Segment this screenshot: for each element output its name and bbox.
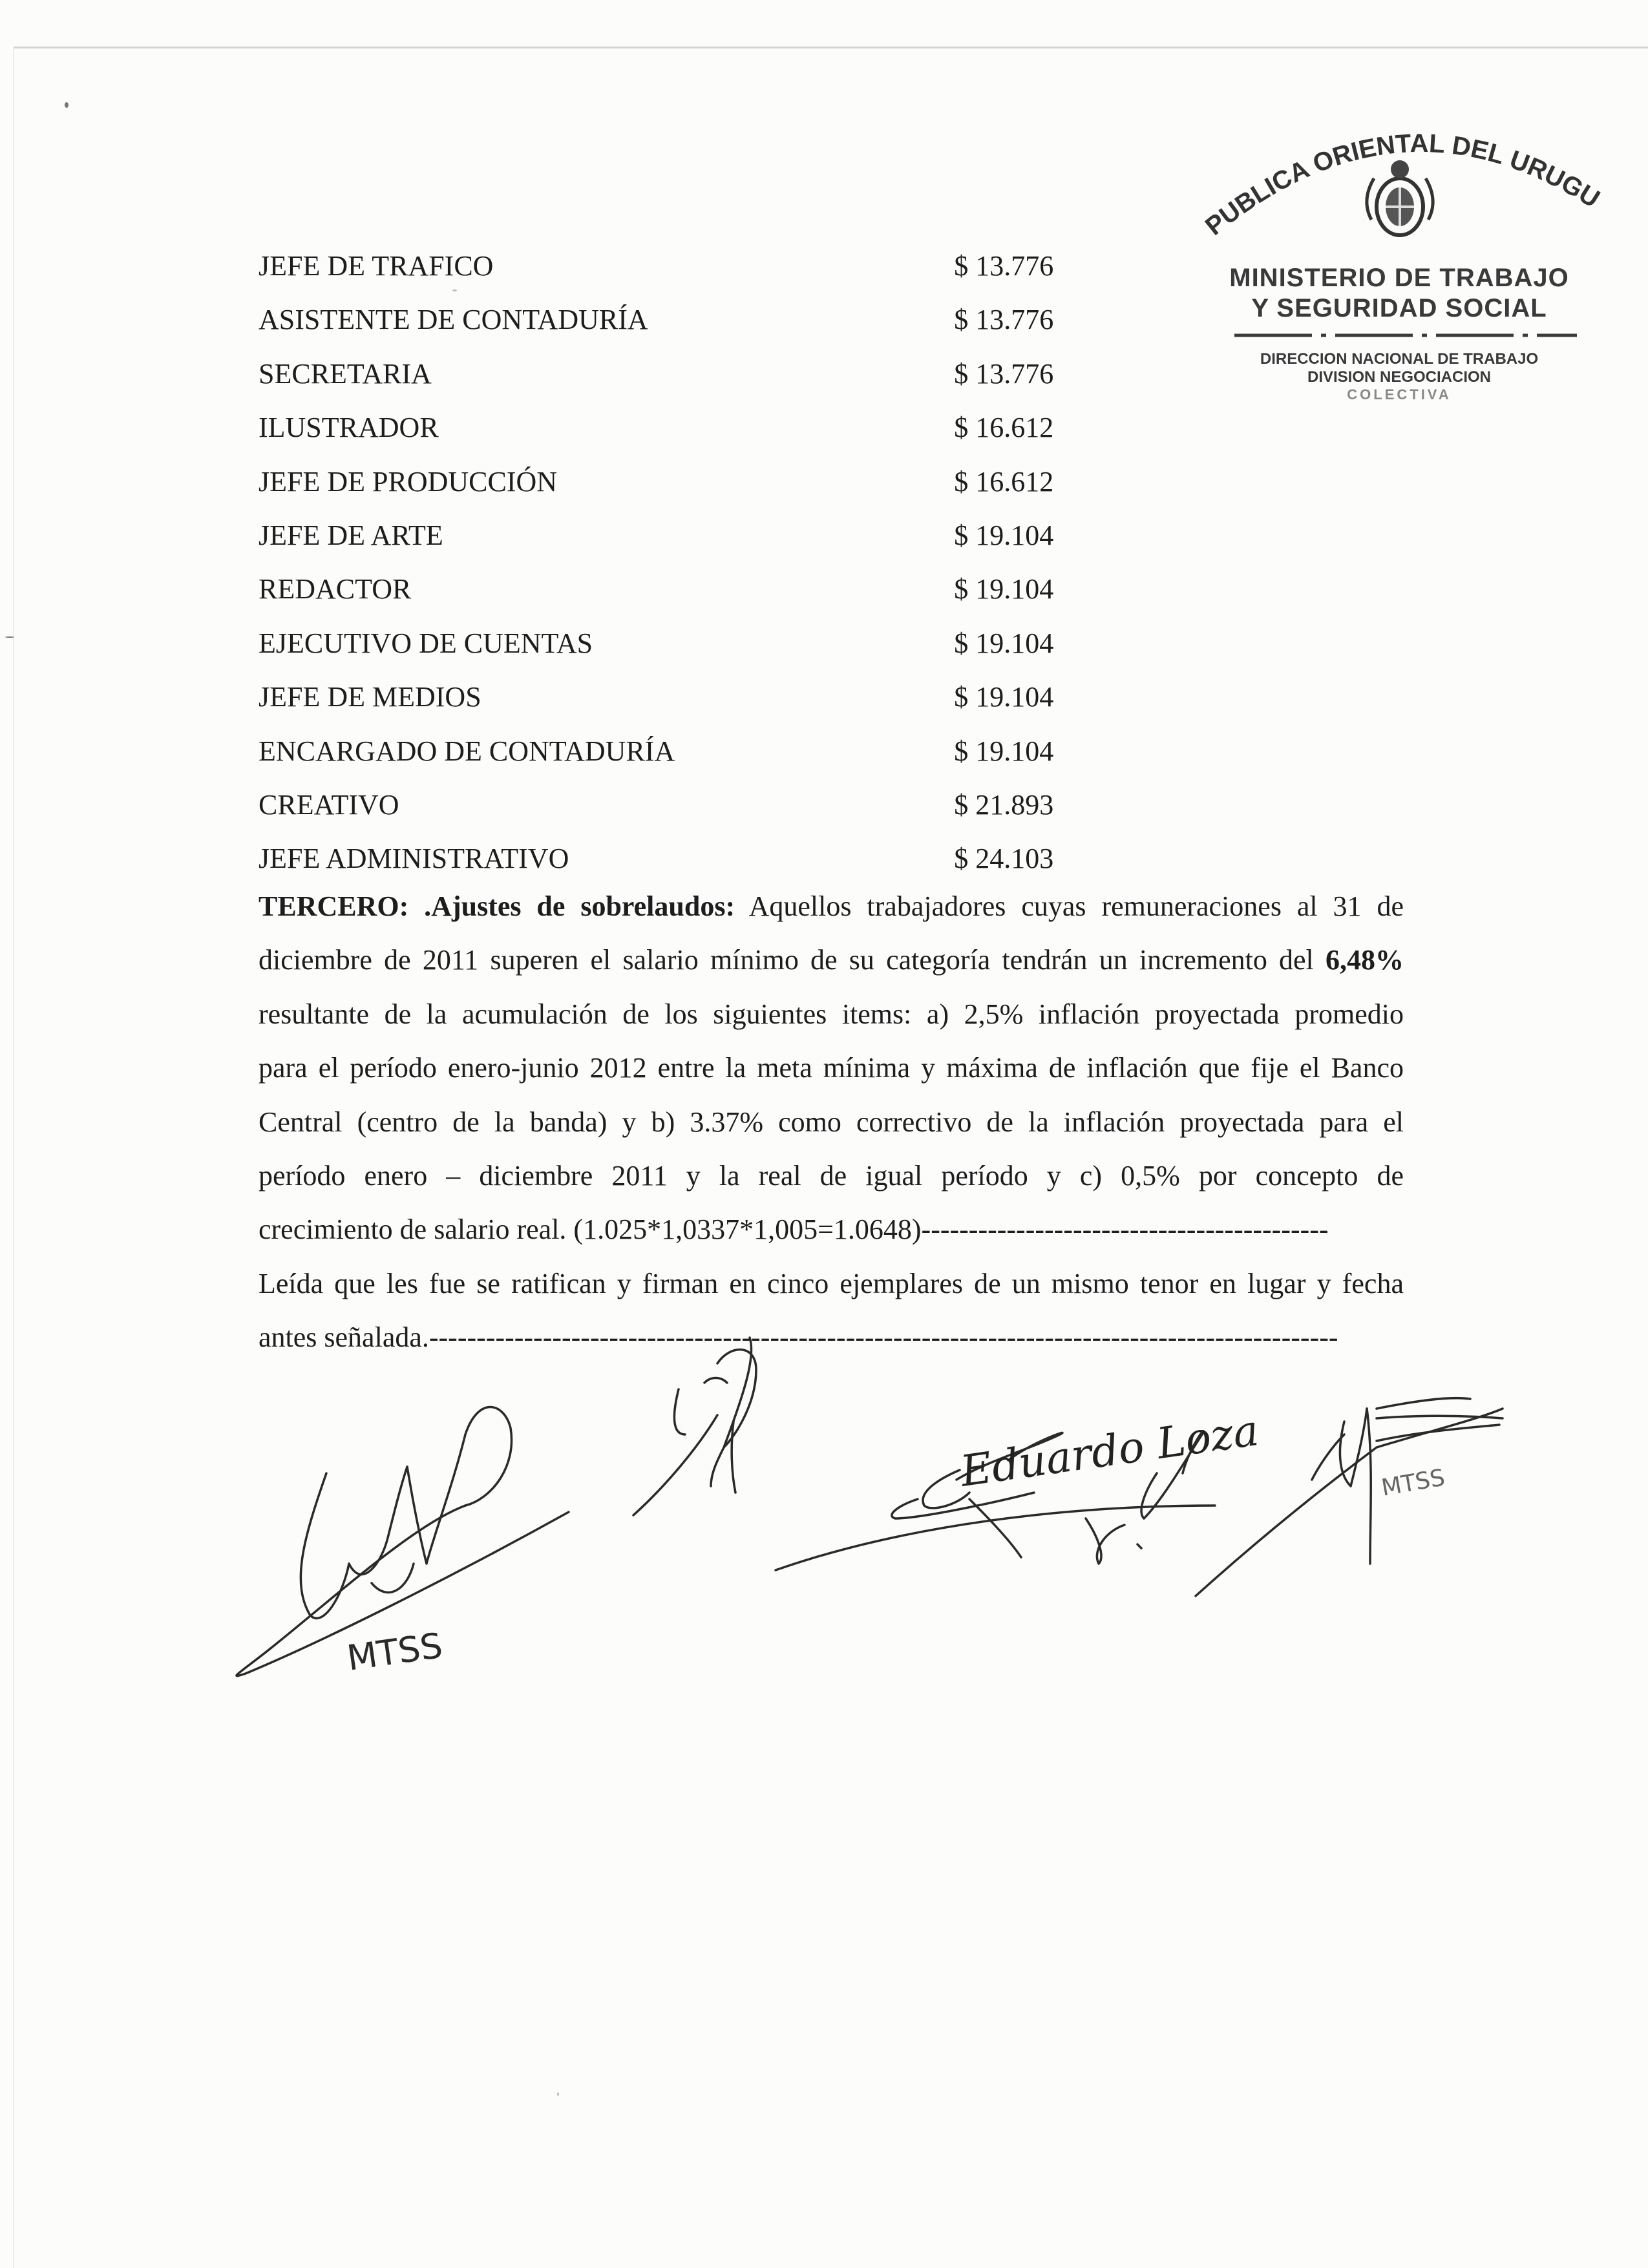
tercero-label: TERCERO: .Ajustes de sobrelaudos:: [259, 890, 735, 922]
table-row: [259, 509, 1053, 562]
amount-cell: $ 19.104: [954, 735, 1054, 767]
table-row: [259, 832, 1053, 885]
stamp-divider: [1189, 331, 1609, 340]
amount-cell: $ 13.776: [954, 250, 1054, 282]
table-row: [259, 670, 1053, 724]
category-cell: REDACTOR: [259, 573, 412, 605]
category-cell: SECRETARIA: [259, 357, 432, 390]
closing-paragraph: [259, 1257, 1404, 1365]
amount-cell: $ 19.104: [954, 627, 1054, 659]
table-row: [259, 616, 1053, 670]
paragraph-line: antes señalada.------------------------------------------------------------------------------------------------: [259, 1321, 1338, 1354]
category-cell: JEFE DE MEDIOS: [259, 681, 481, 713]
table-row: [259, 778, 1053, 832]
signature-1-note: MTSS: [344, 1624, 445, 1679]
signature-3-name: Eduardo Loza: [957, 1405, 1262, 1496]
paragraph-line: período enero – diciembre 2011 y la real de igual período y c) 0,5% por concepto de: [259, 1160, 1404, 1192]
category-cell: EJECUTIVO DE CUENTAS: [259, 627, 593, 659]
category-cell: JEFE DE PRODUCCIÓN: [259, 465, 558, 498]
category-cell: JEFE DE TRAFICO: [259, 250, 494, 282]
category-cell: JEFE DE ARTE: [259, 520, 443, 552]
table-row: [259, 401, 1053, 454]
table-row: [259, 347, 1053, 401]
amount-cell: $ 13.776: [954, 304, 1054, 336]
amount-cell: $ 19.104: [954, 520, 1054, 552]
stamp-division: DIVISION NEGOCIACION: [1307, 368, 1492, 386]
scan-top-edge: [13, 47, 1648, 48]
table-row: [259, 455, 1053, 509]
amount-cell: $ 19.104: [954, 681, 1054, 713]
coat-of-arms-icon: [1367, 160, 1433, 235]
stamp-seal: [1189, 97, 1609, 265]
category-cell: CREATIVO: [259, 789, 399, 821]
amount-cell: $ 13.776: [954, 357, 1054, 390]
table-row: [259, 293, 1053, 346]
amount-cell: $ 19.104: [954, 573, 1054, 605]
tercero-paragraph: [259, 879, 1404, 1257]
paragraph-line: para el período enero-junio 2012 entre la meta mínima y máxima de inflación que fije el Banco: [259, 1052, 1404, 1084]
paragraph-line: crecimiento de salario real. (1.025*1,0337*1,005=1.0648)-------------------------------------------: [259, 1213, 1329, 1246]
paragraph-text: diciembre de 2011 superen el salario mínimo de su categoría tendrán un incremento del: [259, 944, 1326, 976]
category-cell: ENCARGADO DE CONTADURÍA: [259, 735, 675, 767]
paragraph-text: Aquellos trabajadores cuyas remuneraciones al 31 de: [735, 890, 1404, 922]
signature-4-note: MTSS: [1379, 1464, 1447, 1502]
paragraph-line: Central (centro de la banda) y b) 3.37% como correctivo de la inflación proyectada para el: [259, 1106, 1404, 1138]
paragraph-line: [259, 933, 1404, 987]
scan-speck: [65, 102, 69, 108]
table-row: [259, 562, 1053, 616]
amount-cell: $ 16.612: [954, 412, 1054, 444]
scan-speck: [557, 2092, 559, 2096]
salary-table: [259, 239, 1053, 886]
signature-3: [776, 1405, 1262, 1570]
increment-percentage: 6,48%: [1326, 944, 1404, 976]
signature-1: [237, 1407, 569, 1679]
amount-cell: $ 16.612: [954, 465, 1054, 498]
stamp-direction: DIRECCION NACIONAL DE TRABAJO: [1260, 350, 1539, 368]
scan-left-edge: [13, 47, 14, 2268]
category-cell: JEFE ADMINISTRATIVO: [259, 843, 569, 875]
stamp-division-suffix: COLECTIVA: [1347, 386, 1452, 403]
paragraph-line: Leída que les fue se ratifican y firman en cinco ejemplares de un mismo tenor en lugar y fecha: [259, 1268, 1404, 1299]
stamp-ministry-subtitle: Y SEGURIDAD SOCIAL: [1251, 294, 1547, 322]
stamp-arc-text: PUBLICA ORIENTAL DEL URUGU: [1200, 129, 1605, 241]
category-cell: ASISTENTE DE CONTADURÍA: [259, 304, 648, 336]
table-row: [259, 724, 1053, 778]
category-cell: ILUSTRADOR: [259, 412, 439, 444]
stamp-ministry-title: MINISTERIO DE TRABAJO: [1229, 264, 1569, 292]
signature-4: [1196, 1398, 1503, 1596]
amount-cell: $ 24.103: [954, 843, 1054, 875]
paragraph-line: resultante de la acumulación de los siguientes items: a) 2,5% inflación proyectada promedio: [259, 998, 1404, 1030]
ministry-stamp: [1189, 97, 1609, 433]
amount-cell: $ 21.893: [954, 789, 1054, 821]
scan-speck: [5, 636, 14, 638]
table-row: [259, 239, 1053, 293]
paragraph-line: [259, 879, 1404, 933]
